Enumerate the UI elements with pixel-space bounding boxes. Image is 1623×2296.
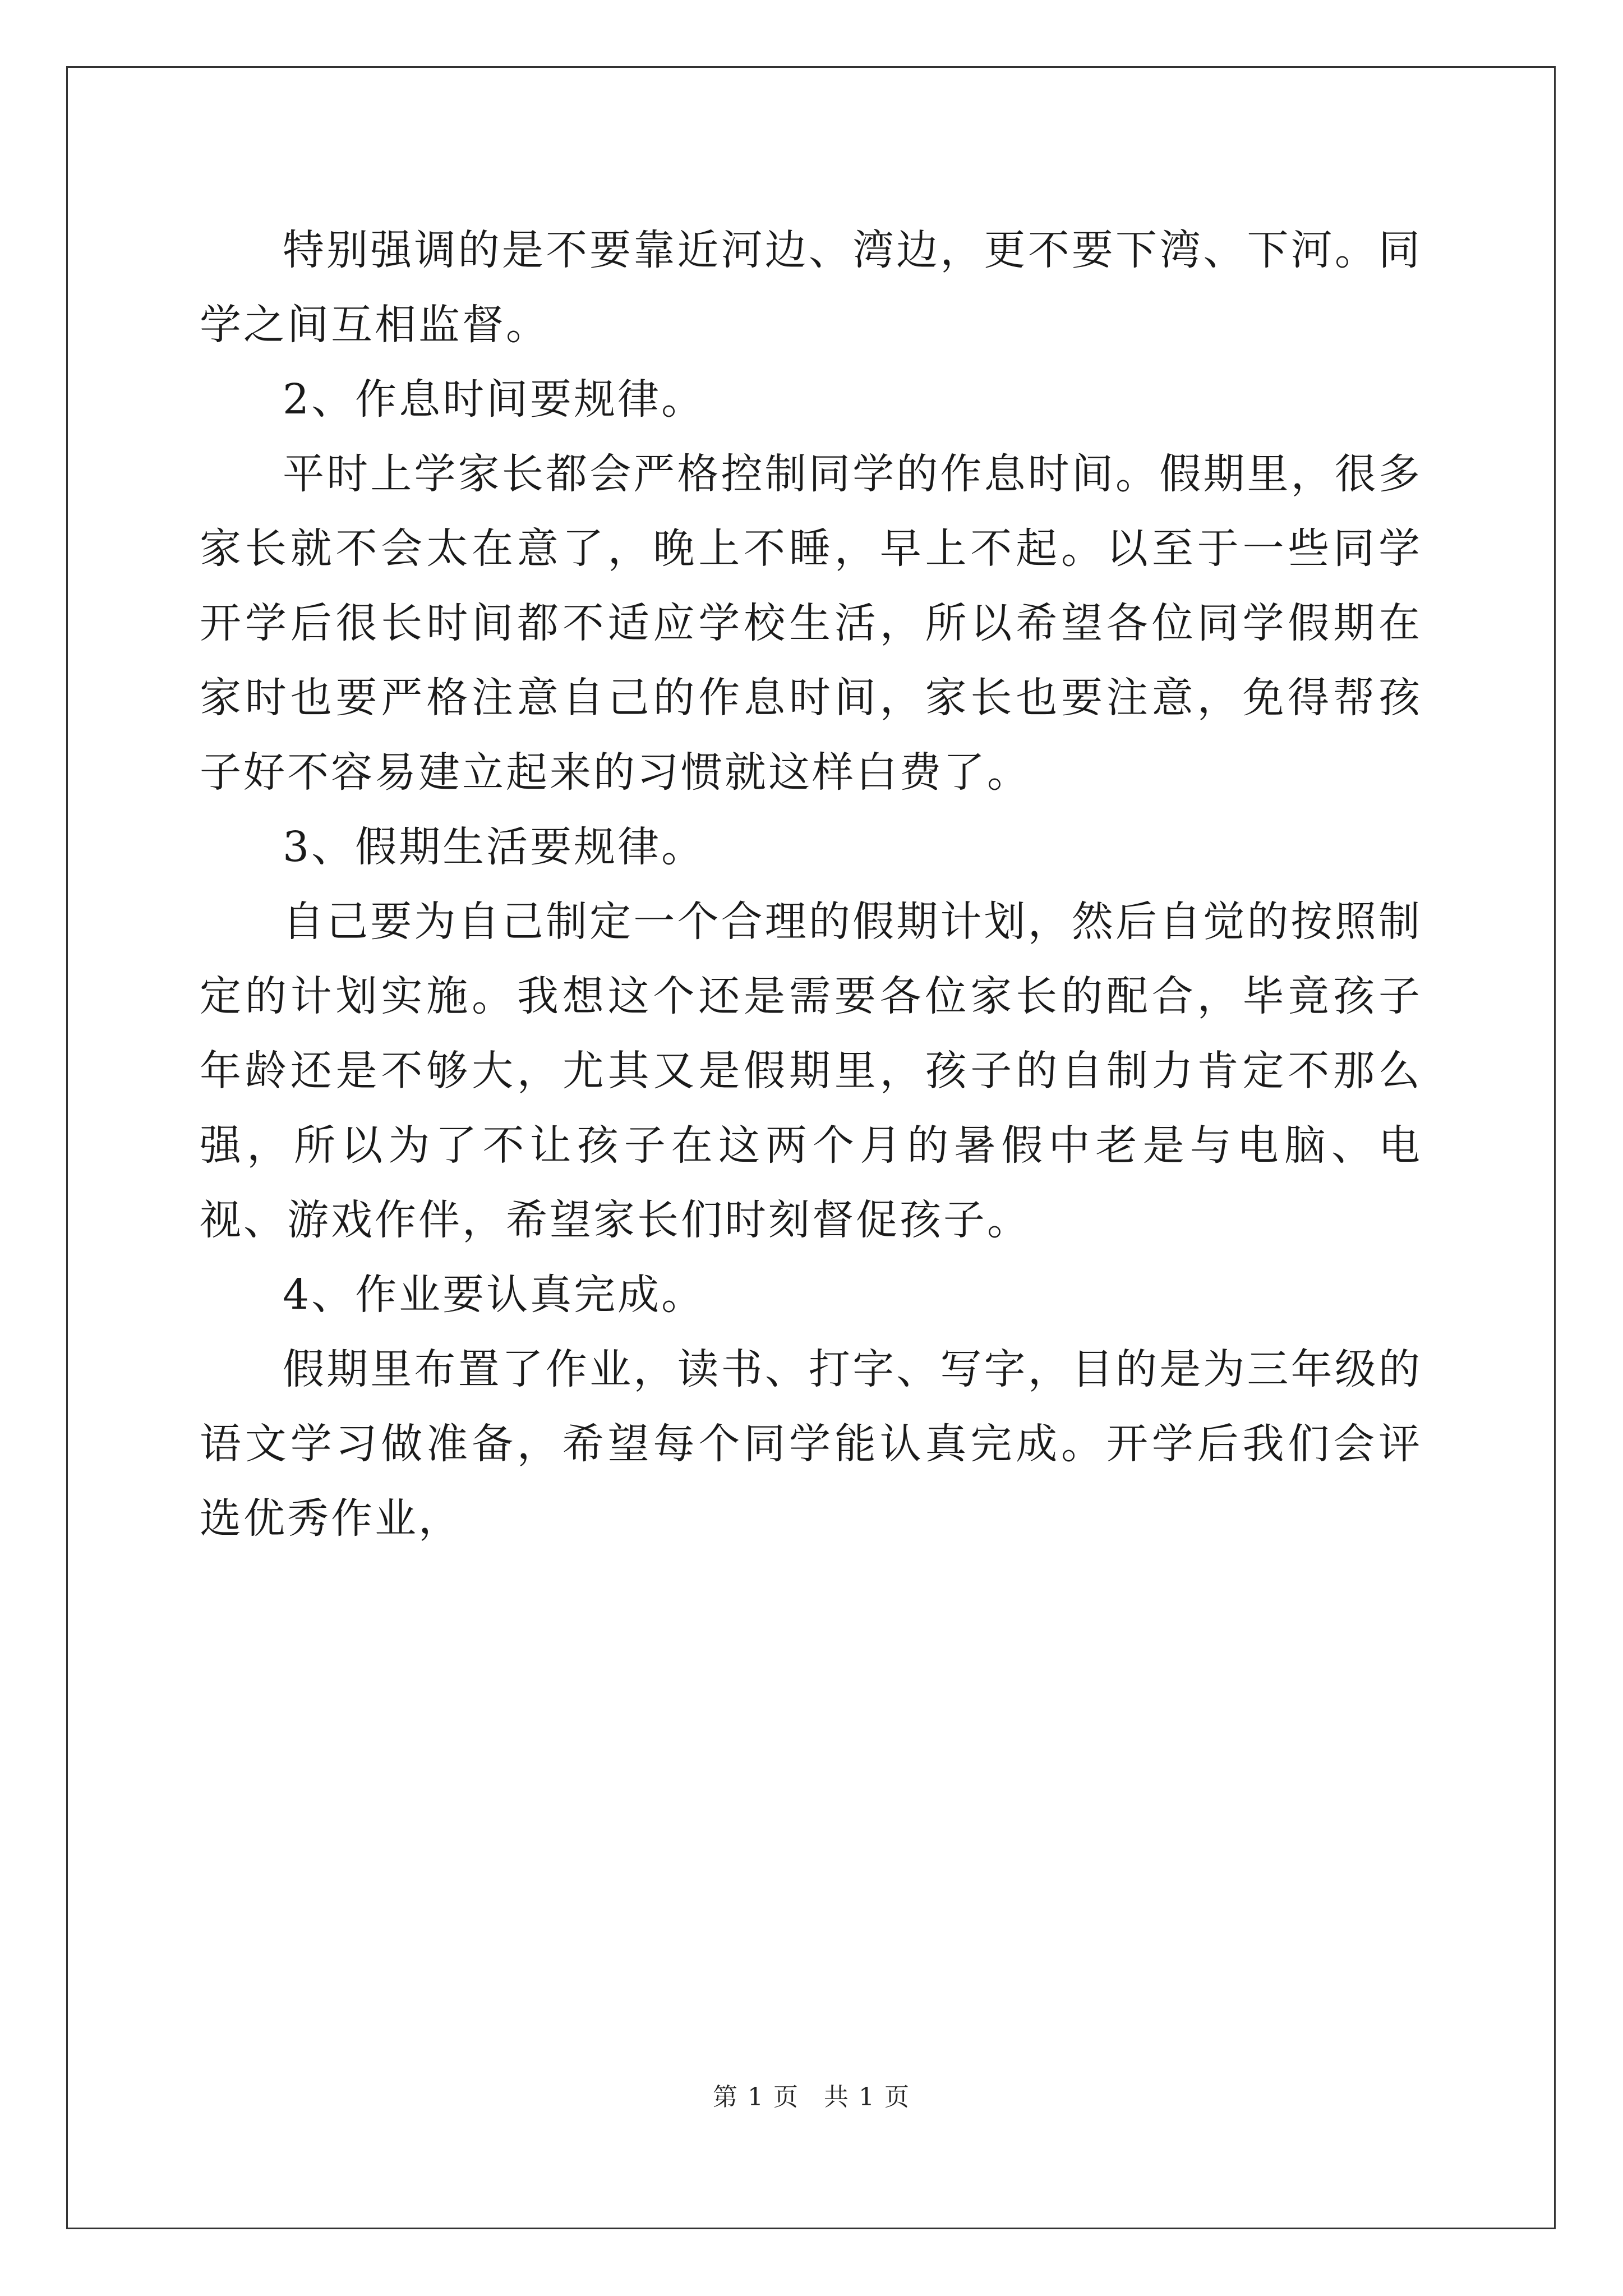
- paragraph: 平时上学家长都会严格控制同学的作息时间。假期里，很多家长就不会太在意了，晚上不睡，早上不起。以至于一些同学开学后很长时间都不适应学校生活，所以希望各位同学假期在家时也要严格注意自己的作息时间，家长也要注意，免得帮孩子好不容易建立起来的习惯就这样白费了。: [200, 450, 1422, 797]
- paragraph: 假期里布置了作业，读书、打字、写字，目的是为三年级的语文学习做准备，希望每个同学能认真完成。开学后我们会评选优秀作业，: [200, 1345, 1422, 1543]
- page-number: 第 1 页: [713, 2083, 799, 2111]
- section-heading: 4、作业要认真完成。: [283, 1271, 706, 1319]
- section-heading: 2、作息时间要规律。: [283, 375, 706, 424]
- document-body: [200, 213, 1422, 1556]
- section-heading: 3、假期生活要规律。: [283, 823, 706, 871]
- paragraph: 自己要为自己制定一个合理的假期计划，然后自觉的按照制定的计划实施。我想这个还是需要各位家长的配合，毕竟孩子年龄还是不够大，尤其又是假期里，孩子的自制力肯定不那么强，所以为了不让孩子在这两个月的暑假中老是与电脑、电视、游戏作伴，希望家长们时刻督促孩子。: [200, 898, 1422, 1244]
- page-footer: [0, 2077, 1623, 2113]
- paragraph: 特别强调的是不要靠近河边、湾边，更不要下湾、下河。同学之间互相监督。: [200, 226, 1422, 349]
- page-count: 共 1 页: [824, 2083, 910, 2111]
